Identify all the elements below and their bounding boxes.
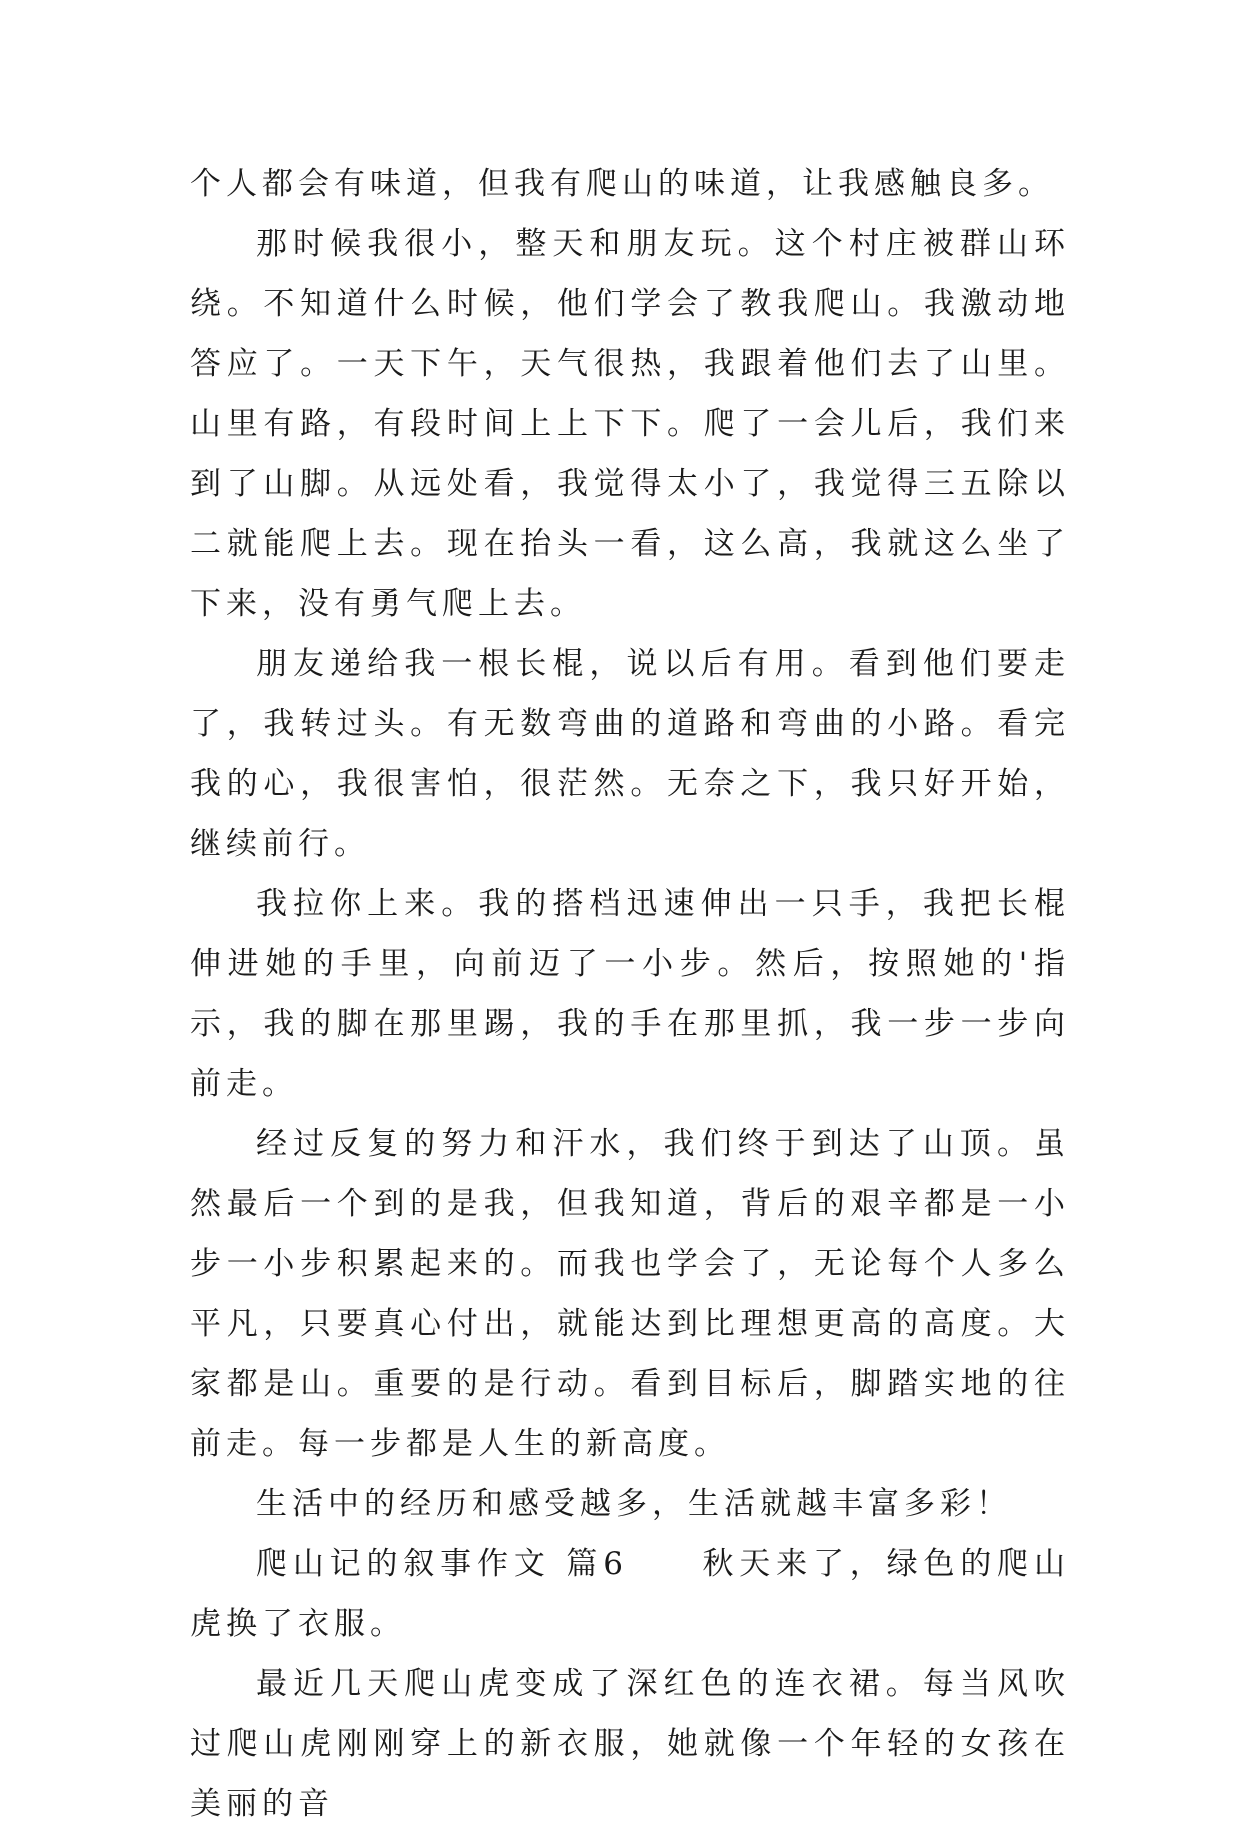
paragraph: 最近几天爬山虎变成了深红色的连衣裙。每当风吹过爬山虎刚刚穿上的新衣服，她就像一个年轻的女孩在美丽的音 <box>190 1666 1070 1822</box>
paragraph: 生活中的经历和感受越多，生活就越丰富多彩！ <box>256 1486 1012 1522</box>
paragraph: 经过反复的努力和汗水，我们终于到达了山顶。虽然最后一个到的是我，但我知道，背后的艰辛都是一小步一小步积累起来的。而我也学会了，无论每个人多么平凡，只要真心付出，就能达到比理想更高的高度。大家都是山。重要的是行动。看到目标后，脚踏实地的往前走。每一步都是人生的新高度。 <box>190 1126 1070 1462</box>
paragraph: 那时候我很小，整天和朋友玩。这个村庄被群山环绕。不知道什么时候，他们学会了教我爬山。我激动地答应了。一天下午，天气很热，我跟着他们去了山里。山里有路，有段时间上上下下。爬了一会儿后，我们来到了山脚。从远处看，我觉得太小了，我觉得三五除以二就能爬上去。现在抬头一看，这么高，我就这么坐了下来，没有勇气爬上去。 <box>190 226 1070 622</box>
paragraph: 朋友递给我一根长棍，说以后有用。看到他们要走了，我转过头。有无数弯曲的道路和弯曲的小路。看完我的心，我很害怕，很茫然。无奈之下，我只好开始，继续前行。 <box>190 646 1070 862</box>
section-heading-paragraph: 爬山记的叙事作文 篇6 秋天来了，绿色的爬山虎换了衣服。 <box>190 1546 1070 1642</box>
body-text <box>190 154 1070 1834</box>
paragraph-continued: 个人都会有味道，但我有爬山的味道，让我感触良多。 <box>190 166 1054 202</box>
paragraph: 我拉你上来。我的搭档迅速伸出一只手，我把长棍伸进她的手里，向前迈了一小步。然后，按照她的'指示，我的脚在那里踢，我的手在那里抓，我一步一步向前走。 <box>190 886 1070 1102</box>
